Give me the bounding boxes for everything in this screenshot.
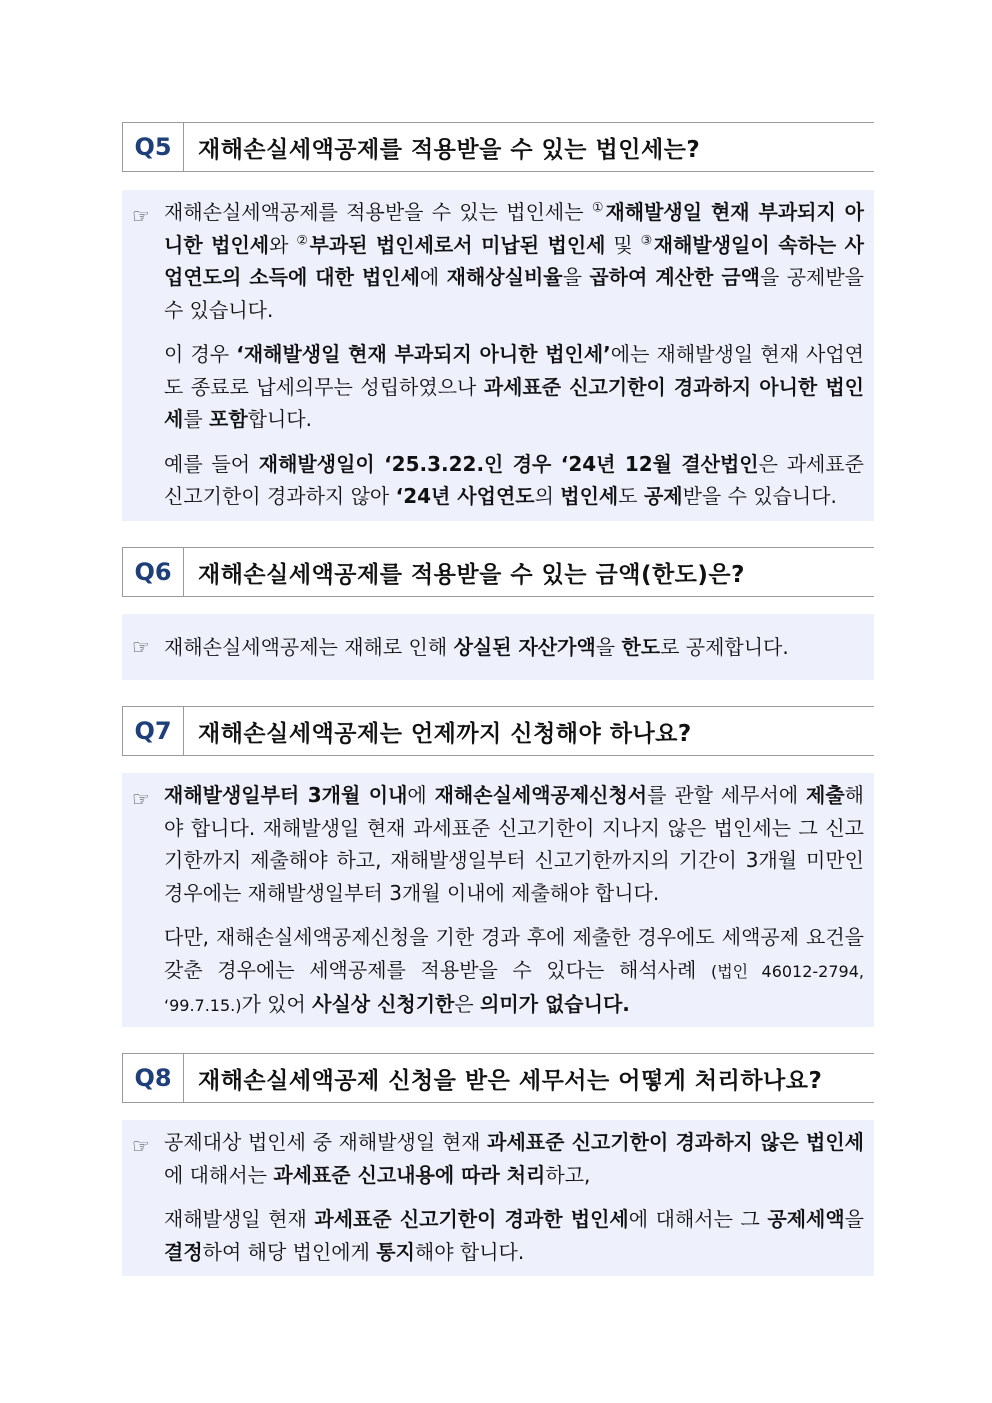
q8-header bbox=[122, 1053, 874, 1103]
text-segment: 과세표준 신고기한이 경과한 법인세 bbox=[314, 1207, 629, 1231]
text-segment: 한도 bbox=[621, 635, 661, 659]
text-segment: 은 bbox=[454, 992, 481, 1016]
text-segment: 해야 합니다. bbox=[414, 1239, 525, 1264]
text-segment: 재해발생일이 속하는 사업연도의 소득에 대한 법인세 bbox=[164, 232, 864, 289]
text-segment: 에 대해서는 그 bbox=[628, 1207, 768, 1231]
text-segment: 에 대해서는 bbox=[164, 1162, 274, 1187]
text-segment: 를 관할 세무서에 bbox=[647, 783, 807, 807]
pointing-hand-icon: ☞ bbox=[132, 787, 150, 811]
q5-paragraph-2 bbox=[164, 338, 864, 436]
text-segment: 재해손실세액공제신청서 bbox=[434, 783, 648, 807]
q5-paragraph-3 bbox=[164, 448, 864, 513]
text-segment: 하여 해당 법인에게 bbox=[202, 1239, 377, 1264]
text-segment: 도 bbox=[618, 484, 644, 508]
text-segment: 공제세액 bbox=[767, 1207, 845, 1231]
text-segment: 을 공제받을 수 있습니다. bbox=[164, 265, 864, 322]
text-segment: 로 공제합니다. bbox=[660, 635, 789, 659]
text-segment: 공제 bbox=[643, 484, 683, 508]
text-segment: ‘재해발생일 현재 부과되지 아니한 법인세’ bbox=[236, 342, 611, 366]
text-segment: 재해발생일이 ‘25.3.22.인 경우 ‘24년 12월 결산법인 bbox=[258, 451, 759, 476]
text-segment: 을 bbox=[595, 635, 622, 659]
text-segment: 과세표준 신고기한이 경과하지 않은 법인세 bbox=[487, 1130, 864, 1154]
text-segment: 예를 들어 bbox=[164, 451, 259, 476]
text-segment: 을 bbox=[562, 265, 590, 289]
text-segment: ‘24년 사업연도 bbox=[395, 484, 535, 508]
text-segment: 사실상 신청기한 bbox=[312, 992, 455, 1016]
q7-number: Q7 bbox=[122, 706, 184, 756]
q5-title: 재해손실세액공제를 적용받을 수 있는 법인세는? bbox=[198, 136, 701, 163]
text-segment: 받을 수 있습니다. bbox=[682, 484, 837, 508]
text-segment: 재해발생일 현재 bbox=[164, 1207, 315, 1231]
text-segment: 포함 bbox=[209, 407, 248, 431]
text-segment: 재해발생일 현재 부과되지 아니한 법인세 bbox=[164, 200, 865, 257]
text-segment: 를 bbox=[183, 407, 210, 431]
text-segment: 에 bbox=[407, 783, 435, 807]
text-segment: 곱하여 계산한 금액 bbox=[589, 265, 760, 289]
text-segment: 과세표준 신고내용에 따라 처리 bbox=[273, 1162, 546, 1187]
q8-paragraph-1 bbox=[164, 1126, 864, 1191]
text-segment: 와 bbox=[269, 232, 297, 257]
q6-header bbox=[122, 547, 874, 597]
text-segment: 재해손실세액공제는 재해로 인해 bbox=[164, 635, 454, 659]
q7-answer bbox=[122, 773, 874, 1027]
text-segment: 과세표준 신고기한이 경과하지 아니한 법인세 bbox=[164, 374, 864, 431]
text-segment: 다만, 재해손실세액공제신청을 기한 경과 후에 제출한 경우에도 세액공제 요건을 갖춘 경우에는 세액공제를 적용받을 수 있다는 해석사례 bbox=[164, 925, 864, 982]
q8-title: 재해손실세액공제 신청을 받은 세무서는 어떻게 처리하나요? bbox=[198, 1067, 823, 1094]
text-segment: 가 있어 bbox=[241, 992, 313, 1016]
pointing-hand-icon: ☞ bbox=[132, 204, 150, 228]
text-segment: 에 bbox=[419, 265, 447, 289]
q7-paragraph-1 bbox=[164, 779, 864, 909]
pointing-hand-icon: ☞ bbox=[132, 635, 150, 659]
text-segment: 하고, bbox=[545, 1162, 591, 1187]
q5-paragraph-1 bbox=[164, 196, 864, 326]
text-segment: 해야 합니다. 재해발생일 현재 과세표준 신고기한이 지나지 않은 법인세는 그 신고기한까지 제출해야 하고, 재해발생일부터 신고기한까지의 기간이 3개월 미만인 경우에는 재해발생일부터 3개월 이내에 제출해야 합니다. bbox=[164, 783, 864, 905]
text-segment: 통지 bbox=[376, 1239, 415, 1264]
text-segment: 제출 bbox=[806, 783, 845, 807]
text-segment: (법인 46012-2794, ‘99.7.15.) bbox=[164, 961, 864, 1015]
text-segment: 합니다. bbox=[247, 407, 312, 431]
text-segment: 이 경우 bbox=[164, 342, 237, 366]
text-segment: 부과된 법인세로서 미납된 법인세 bbox=[309, 232, 606, 257]
q6-number: Q6 bbox=[122, 547, 184, 597]
q6-answer bbox=[122, 614, 874, 680]
q7-header bbox=[122, 706, 874, 756]
q5-answer bbox=[122, 190, 874, 521]
text-segment: 의미가 없습니다. bbox=[480, 992, 630, 1016]
q8-number: Q8 bbox=[122, 1053, 184, 1103]
text-segment: 재해손실세액공제를 적용받을 수 있는 법인세는 bbox=[164, 200, 592, 224]
q5-number: Q5 bbox=[122, 122, 184, 172]
text-segment: ③ bbox=[640, 232, 654, 248]
text-segment: 법인세 bbox=[560, 484, 619, 508]
text-segment: ① bbox=[591, 200, 606, 216]
q7-paragraph-2 bbox=[164, 921, 864, 1023]
q8-answer bbox=[122, 1120, 874, 1276]
text-segment: 상실된 자산가액 bbox=[453, 635, 596, 659]
q6-paragraph-1 bbox=[164, 631, 864, 664]
text-segment: 공제대상 법인세 중 재해발생일 현재 bbox=[164, 1130, 488, 1154]
q5-header bbox=[122, 122, 874, 172]
text-segment: 은 과세표준 신고기한이 경과하지 않아 bbox=[164, 451, 864, 508]
text-segment: 을 bbox=[844, 1207, 864, 1231]
text-segment: 및 bbox=[605, 232, 641, 257]
text-segment: 재해발생일부터 3개월 이내 bbox=[164, 783, 408, 807]
text-segment: 의 bbox=[534, 484, 561, 508]
text-segment: 에는 재해발생일 현재 사업연도 종료로 납세의무는 성립하였으나 bbox=[164, 342, 864, 399]
text-segment: 재해상실비율 bbox=[446, 265, 563, 289]
q6-title: 재해손실세액공제를 적용받을 수 있는 금액(한도)은? bbox=[198, 561, 745, 588]
q7-title: 재해손실세액공제는 언제까지 신청해야 하나요? bbox=[198, 720, 692, 747]
pointing-hand-icon: ☞ bbox=[132, 1134, 150, 1158]
text-segment: ② bbox=[296, 232, 310, 248]
text-segment: 결정 bbox=[164, 1239, 203, 1264]
q8-paragraph-2 bbox=[164, 1203, 864, 1268]
